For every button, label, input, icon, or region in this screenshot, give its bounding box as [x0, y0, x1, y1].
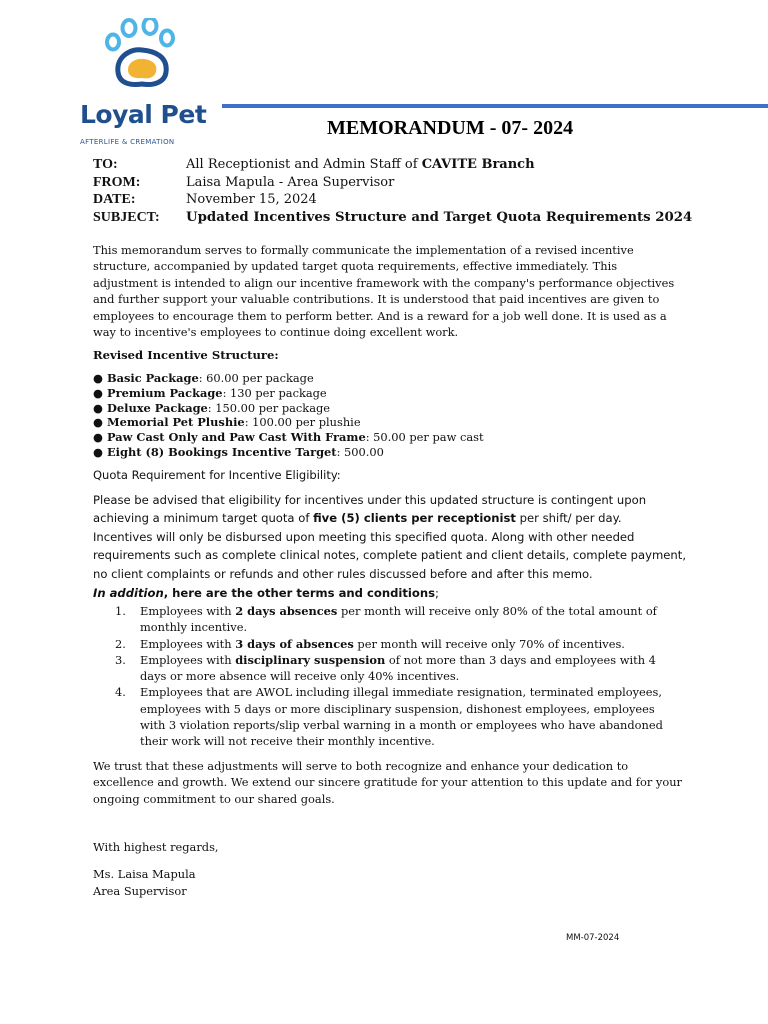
- quota-emphasis: five (5) clients per receptionist: [313, 511, 516, 526]
- list-item: [93, 371, 484, 386]
- document-code: MM-07-2024: [566, 933, 620, 943]
- item-text: Employees that are AWOL including illegal immediate resignation, terminated employees, employees with 5 days or more disciplinary suspension, dishonest employees, employees with 3 violation reports/slip verbal warning in a month or employees who have abandoned their work will not receive their monthly incentive.: [140, 685, 663, 749]
- quota-text: Please be advised that eligibility for incentives under this updated structure is contingent upon achieving a minimum target quota of: [93, 493, 647, 526]
- bullet-icon: ●: [93, 385, 103, 400]
- subject-value: Updated Incentives Structure and Target Quota Requirements 2024: [186, 209, 693, 225]
- item-label: Paw Cast Only and Paw Cast With Frame: [107, 430, 366, 445]
- bullet-icon: ●: [93, 444, 103, 459]
- item-number: 3.: [115, 652, 126, 667]
- signatory-title: Area Supervisor: [93, 884, 187, 898]
- item-value: : 100.00 per plushie: [244, 415, 361, 430]
- list-item: [93, 415, 484, 430]
- to-value: [186, 157, 535, 172]
- memo-title: MEMORANDUM - 07- 2024: [327, 117, 574, 139]
- to-row: [93, 157, 692, 175]
- list-item: [115, 636, 675, 652]
- closing-text: We trust that these adjustments will serve to both recognize and enhance your dedication to excellence and growth. We extend our sincere gratitude for your attention to this update and for your ongoing commitment to our shared goals.: [93, 759, 682, 806]
- from-value: Laisa Mapula - Area Supervisor: [186, 174, 395, 190]
- bullet-icon: ●: [93, 430, 103, 445]
- item-label: Premium Package: [107, 385, 223, 400]
- header-rule: [222, 104, 768, 108]
- regards-line: With highest regards,: [93, 840, 219, 854]
- subject-label: SUBJECT:: [93, 209, 160, 225]
- terms-lead-end: ;: [434, 586, 439, 600]
- item-value: : 500.00: [336, 444, 384, 459]
- item-value: : 60.00 per package: [198, 371, 314, 385]
- closing-paragraph: [93, 758, 683, 807]
- item-label: Deluxe Package: [107, 400, 208, 415]
- item-text: Employees with disciplinary suspension of not more than 3 days and employees with 4 days or more absence will receive only 40% incentives.: [140, 652, 656, 684]
- date-label: DATE:: [93, 192, 136, 207]
- to-label: TO:: [93, 157, 118, 172]
- list-item: [115, 684, 675, 749]
- terms-list: [115, 603, 675, 750]
- intro-text: This memorandum serves to formally communicate the implementation of a revised incentive structure, accompanied by updated target quota requirements, effective immediately. This adjustment is intended to align our incentive framework with the company's performance objectives and further support your valuable contributions. It is understood that paid incentives are given to employees to encourage them to perform better. And is a reward for a job well done. It is used as a way to incentive's employees to continue doing excellent work.: [93, 243, 675, 340]
- quota-section: [93, 491, 693, 583]
- list-item: [93, 430, 484, 445]
- from-row: [93, 175, 692, 193]
- quota-paragraph-1: [93, 491, 693, 528]
- bullet-icon: ●: [93, 415, 103, 430]
- list-item: [115, 603, 675, 636]
- signatory-name: Ms. Laisa Mapula: [93, 867, 196, 881]
- item-value: : 150.00 per package: [207, 400, 331, 415]
- item-number: 1.: [115, 604, 126, 618]
- item-label: Eight (8) Bookings Incentive Target: [107, 444, 337, 459]
- item-text: Employees with 3 days of absences per month will receive only 70% of incentives.: [140, 636, 625, 651]
- item-label: Basic Package: [107, 371, 199, 385]
- from-label: FROM:: [93, 174, 141, 190]
- intro-paragraph: [93, 242, 683, 340]
- list-item: [115, 652, 675, 685]
- list-item: [93, 386, 484, 401]
- item-number: 4.: [115, 685, 126, 700]
- quota-text-end: per shift/ per day.: [515, 511, 622, 526]
- quota-paragraph-2: Incentives will only be disbursed upon meeting this specified quota. Along with other needed requirements such as complete clinical notes, complete patient and client details, complete payment, no client complaints or refunds and other rules discussed before and after this memo.: [93, 529, 687, 581]
- terms-lead: [93, 586, 439, 600]
- terms-lead-text: , here are the other terms and conditions: [163, 586, 435, 600]
- brand-tagline: AFTERLIFE & CREMATION: [80, 138, 175, 146]
- bullet-icon: ●: [93, 400, 103, 415]
- date-value: November 15, 2024: [186, 192, 317, 207]
- paw-icon: [104, 18, 182, 90]
- list-item: [93, 445, 484, 460]
- subject-row: [93, 210, 692, 228]
- item-value: : 50.00 per paw cast: [365, 430, 484, 445]
- item-number: 2.: [115, 636, 126, 651]
- signature-block: [93, 866, 196, 900]
- date-row: [93, 192, 692, 210]
- terms-lead-italic: In addition: [93, 586, 164, 600]
- bullet-icon: ●: [93, 371, 103, 385]
- structure-heading: Revised Incentive Structure:: [93, 348, 279, 362]
- to-recipients: All Receptionist and Admin Staff of: [186, 157, 422, 172]
- item-label: Memorial Pet Plushie: [107, 415, 245, 430]
- item-text: Employees with 2 days absences per month will receive only 80% of the total amount of monthly incentive.: [140, 604, 657, 635]
- to-branch: CAVITE Branch: [421, 157, 535, 172]
- list-item: [93, 401, 484, 416]
- item-value: : 130 per package: [222, 385, 327, 400]
- memo-header-fields: [93, 157, 692, 227]
- incentive-list: [93, 371, 484, 460]
- brand-name: Loyal Pet: [80, 100, 207, 129]
- quota-heading: Quota Requirement for Incentive Eligibility:: [93, 468, 341, 482]
